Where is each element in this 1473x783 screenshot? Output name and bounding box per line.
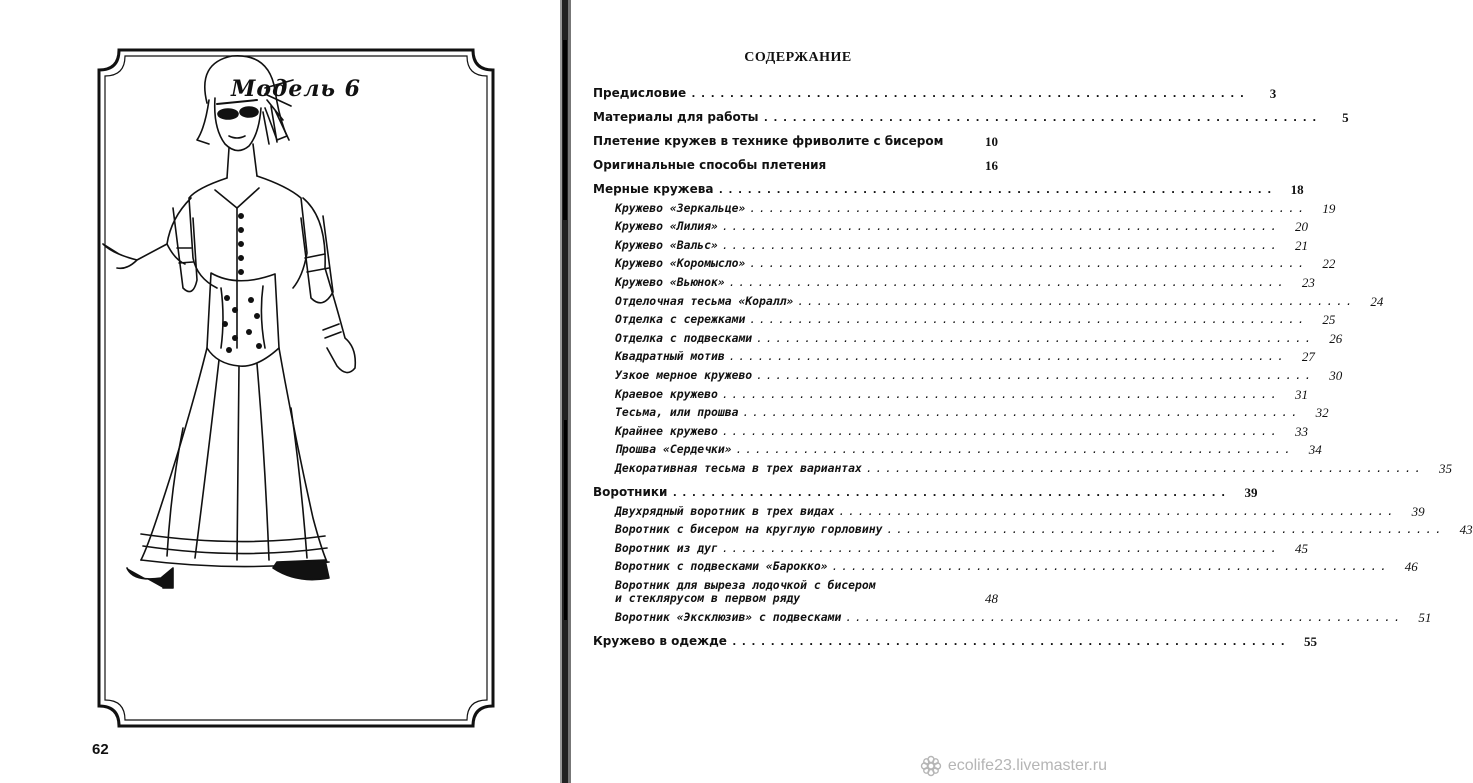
toc-entry-page: 30: [1329, 367, 1343, 383]
dot-leader: ..........................................................: [749, 257, 1308, 271]
toc-entry-page: 19: [1322, 200, 1336, 216]
toc-entry-sub[interactable]: [593, 215, 1308, 235]
toc-entry-label: Воротник для выреза лодочкой с бисером и стеклярусом в первом ряду: [615, 578, 876, 606]
dot-leader: ..........................................................: [838, 504, 1397, 518]
toc-entry-sub[interactable]: [593, 326, 1343, 346]
dot-leader: ..........................................................: [690, 87, 1249, 100]
toc-entry-page: 31: [1294, 386, 1308, 402]
toc-entry-page: 5: [1342, 110, 1349, 125]
toc-entry-label: Прошва «Сердечки»: [615, 442, 732, 457]
dot-leader: ..........................................................: [717, 183, 1276, 196]
toc-entry-label: Квадратный мотив: [615, 349, 725, 364]
toc-entry-sub[interactable]: [593, 345, 1315, 365]
toc-entry-page: 21: [1294, 237, 1308, 253]
toc-entry-label: Плетение кружев в технике фриволите с бисером: [593, 134, 944, 148]
toc-entry-sub[interactable]: [593, 196, 1336, 216]
toc-entry-frivolite[interactable]: [593, 124, 998, 148]
dot-leader: ..........................................................: [749, 201, 1308, 215]
dot-leader: ..........................................................: [845, 610, 1404, 624]
book-gutter-shadow: [552, 0, 582, 783]
toc-entry-sub[interactable]: [593, 573, 998, 605]
watermark-text: ecolife23.livemaster.ru: [947, 757, 1107, 774]
toc-title: СОДЕРЖАНИЕ: [744, 50, 852, 65]
toc-entry-page: 23: [1301, 274, 1315, 290]
toc-entry-page: 43: [1459, 522, 1473, 538]
watermark: [920, 755, 1107, 777]
toc-entry-label: Материалы для работы: [593, 110, 759, 124]
toc-entry-original-methods[interactable]: [593, 148, 998, 172]
page-number: 62: [92, 741, 109, 758]
toc-entry-sub[interactable]: [593, 499, 1425, 519]
toc-entry-label: Воротник с бисером на круглую горловину: [615, 522, 883, 537]
toc-entry-page: 55: [1304, 633, 1318, 649]
toc-entry-label: Кружево «Вальс»: [615, 237, 718, 252]
toc-entry-label: Двухрядный воротник в трех видах: [615, 503, 835, 518]
toc-entry-label: Узкое мерное кружево: [615, 367, 753, 382]
dot-leader: ..........................................................: [756, 368, 1315, 382]
dot-leader: ..........................................................: [721, 238, 1280, 252]
dot-leader: ..........................................................: [721, 220, 1280, 234]
table-of-contents: [593, 76, 1473, 649]
toc-entry-page: 10: [985, 134, 998, 149]
toc-entry-label: Воротник с подвесками «Барокко»: [615, 559, 828, 574]
toc-entry-page: 22: [1322, 256, 1336, 272]
toc-entry-sub[interactable]: [593, 270, 1315, 290]
toc-entry-sub[interactable]: [593, 419, 1308, 439]
toc-entry-sub[interactable]: [593, 289, 1384, 309]
toc-entry-page: 51: [1418, 609, 1432, 625]
toc-entry-page: 39: [1244, 484, 1258, 500]
model-title: Модель 6: [231, 76, 361, 102]
dot-leader: ..........................................................: [728, 350, 1287, 364]
toc-entry-label: Кружево в одежде: [593, 633, 727, 648]
toc-entry-label: Воротник «Эксклюзив» с подвесками: [615, 609, 842, 624]
toc-entry-sub[interactable]: [593, 555, 1418, 575]
toc-entry-label: Кружево «Зеркальце»: [615, 200, 746, 215]
toc-entry-materials[interactable]: [593, 100, 1349, 125]
toc-entry-lace-in-clothing[interactable]: [593, 624, 1318, 649]
dot-leader: ..........................................................: [749, 313, 1308, 327]
toc-entry-label: Крайнее кружево: [615, 423, 718, 438]
dot-leader: ..........................................................: [797, 294, 1356, 308]
toc-entry-label: Краевое кружево: [615, 386, 718, 401]
dot-leader: ..........................................................: [762, 111, 1321, 124]
toc-entry-page: 20: [1294, 219, 1308, 235]
dot-leader: ..........................................................: [742, 406, 1301, 420]
toc-entry-label: Воротник из дуг: [615, 540, 718, 555]
toc-entry-sub[interactable]: [593, 456, 1452, 476]
dot-leader: ..........................................................: [735, 443, 1294, 457]
toc-entry-page: 27: [1301, 349, 1315, 365]
toc-entry-sub[interactable]: [593, 518, 1473, 538]
toc-entry-page: 39: [1411, 503, 1425, 519]
toc-entry-label: Кружево «Вьюнок»: [615, 274, 725, 289]
toc-entry-sub[interactable]: [593, 536, 1308, 556]
toc-entry-page: 25: [1322, 312, 1336, 328]
toc-entry-page: 34: [1308, 442, 1322, 458]
toc-entry-sub[interactable]: [593, 605, 1432, 625]
toc-entry-sub[interactable]: [593, 363, 1343, 383]
toc-entry-label: Кружево «Коромысло»: [615, 256, 746, 271]
toc-entry-label: Оригинальные способы плетения: [593, 158, 827, 172]
toc-entry-page: 16: [985, 158, 998, 173]
toc-entry-label: Предисловие: [593, 86, 687, 100]
toc-entry-page: 24: [1370, 293, 1384, 309]
toc-entry-page: 3: [1269, 86, 1277, 101]
toc-entry-measured-lace[interactable]: [593, 172, 1304, 197]
toc-entry-page: 35: [1439, 460, 1452, 476]
toc-entry-page: 18: [1290, 182, 1304, 197]
toc-entry-label: Кружево «Лилия»: [615, 219, 718, 234]
dot-leader: ..........................................................: [721, 387, 1280, 401]
left-page: [0, 0, 560, 783]
toc-entry-label: Отделка с подвесками: [615, 330, 753, 345]
dot-leader: ..........................................................: [886, 523, 1445, 537]
toc-entry-page: 45: [1294, 540, 1308, 556]
fashion-figure-illustration: [97, 48, 367, 588]
toc-entry-sub[interactable]: [593, 438, 1322, 458]
toc-entry-page: 33: [1294, 423, 1308, 439]
toc-entry-page: 26: [1329, 330, 1343, 346]
toc-entry-label: Отделочная тесьма «Коралл»: [615, 293, 794, 308]
toc-entry-sub[interactable]: [593, 252, 1336, 272]
toc-entry-label: Тесьма, или прошва: [615, 405, 739, 420]
toc-entry-page: 46: [1404, 559, 1418, 575]
dot-leader: ..........................................................: [671, 485, 1230, 499]
ornamental-frame: [97, 48, 495, 728]
dot-leader: ..........................................................: [721, 541, 1280, 555]
dot-leader: ..........................................................: [756, 331, 1315, 345]
toc-entry-collars[interactable]: [593, 475, 1258, 500]
toc-entry-label: Отделка с сережками: [615, 312, 746, 327]
dot-leader: ..........................................................: [728, 275, 1287, 289]
toc-entry-sub[interactable]: [593, 382, 1308, 402]
toc-entry-sub[interactable]: [593, 308, 1336, 328]
toc-entry-label: Декоративная тесьма в трех вариантах: [615, 460, 862, 475]
toc-entry-label: Воротники: [593, 484, 668, 499]
flower-icon: [920, 755, 942, 777]
toc-entry-sub[interactable]: [593, 233, 1308, 253]
toc-entry-page: 48: [985, 591, 998, 607]
toc-entry-label: Мерные кружева: [593, 182, 714, 196]
toc-entry-sub[interactable]: [593, 401, 1329, 421]
right-page: [583, 0, 1473, 783]
dot-leader: ..........................................................: [831, 560, 1390, 574]
dot-leader: ..........................................................: [721, 424, 1280, 438]
dot-leader: ..........................................................: [865, 461, 1424, 475]
dot-leader: ..........................................................: [730, 634, 1290, 648]
toc-entry-page: 32: [1315, 405, 1329, 421]
toc-entry-preface[interactable]: [593, 76, 1277, 101]
